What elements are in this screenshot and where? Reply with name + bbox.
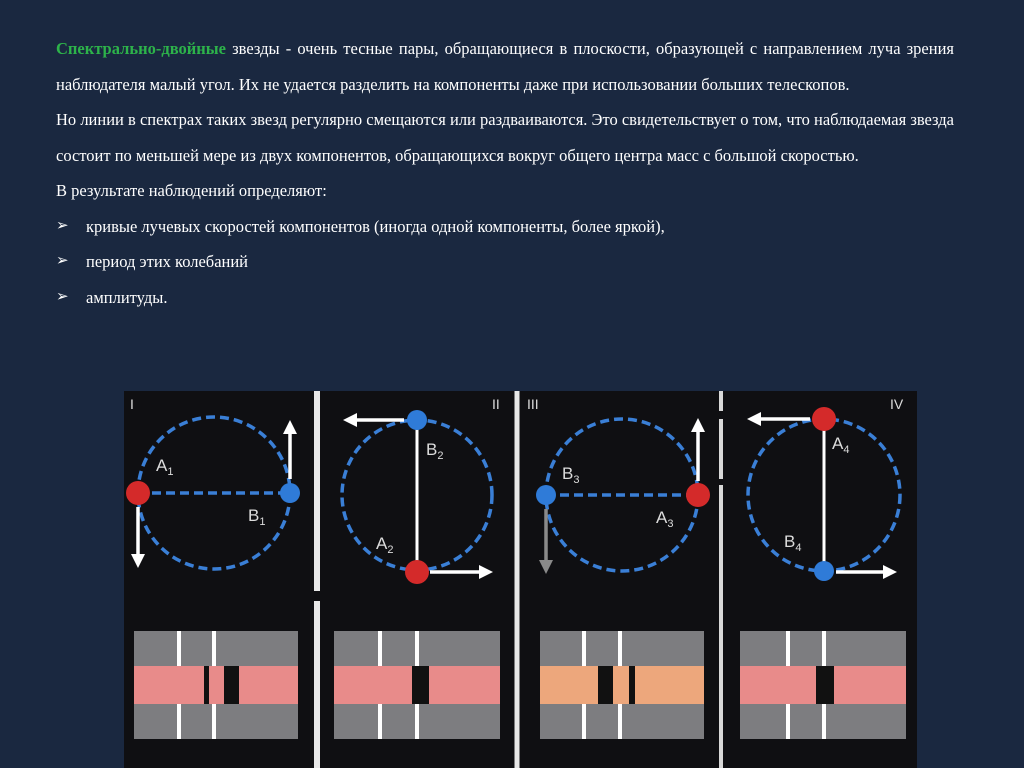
term-highlight: Спектрально-двойные bbox=[56, 39, 226, 58]
panel-1 bbox=[126, 396, 300, 569]
label-b: $B_1$ bbox=[248, 506, 266, 528]
arrow-bullet-icon: ➢ bbox=[56, 253, 69, 269]
list-item-text: кривые лучевых скоростей компонентов (иногда одной компоненты, более яркой), bbox=[86, 216, 665, 236]
binary-star-figure bbox=[124, 391, 917, 768]
star-a bbox=[405, 560, 429, 584]
absorption-line bbox=[224, 666, 239, 704]
label-a: $A_3$ bbox=[656, 508, 674, 530]
absorption-line bbox=[204, 666, 209, 704]
list-item bbox=[56, 244, 954, 280]
panel-numeral: III bbox=[527, 396, 539, 412]
paragraph-results-intro: В результате наблюдений определяют: bbox=[56, 181, 327, 200]
spectrum-3 bbox=[540, 631, 704, 739]
panel-2 bbox=[342, 396, 500, 584]
spectrum-1 bbox=[134, 631, 298, 739]
list-item-text: период этих колебаний bbox=[86, 252, 249, 271]
spectrum-2 bbox=[334, 631, 500, 739]
spectrum-band bbox=[540, 666, 704, 704]
star-b bbox=[814, 561, 834, 581]
star-b bbox=[407, 410, 427, 430]
arrow-bullet-icon: ➢ bbox=[56, 217, 69, 234]
panel-numeral: II bbox=[492, 396, 500, 412]
absorption-line bbox=[412, 666, 429, 704]
star-b bbox=[280, 483, 300, 503]
star-a bbox=[126, 481, 150, 505]
label-a: $A_1$ bbox=[156, 456, 174, 478]
paragraph-definition bbox=[56, 31, 954, 102]
star-b bbox=[536, 485, 556, 505]
list-item bbox=[56, 209, 954, 245]
label-a: $A_2$ bbox=[376, 534, 394, 556]
spectrum-4 bbox=[740, 631, 906, 739]
panel-4 bbox=[748, 396, 904, 581]
absorption-line bbox=[816, 666, 834, 704]
list-item bbox=[56, 280, 954, 316]
label-b: $B_4$ bbox=[784, 532, 802, 554]
panel-numeral: IV bbox=[890, 396, 904, 412]
results-list bbox=[56, 209, 954, 316]
label-a: $A_4$ bbox=[832, 434, 850, 456]
slide-text bbox=[56, 31, 954, 315]
absorption-line bbox=[598, 666, 613, 704]
paragraph-spectra: Но линии в спектрах таких звезд регулярно смещаются или раздваиваются. Это свидетельствует о том, что наблюдаемая звезда состоит по меньшей мере из двух компонентов, обращающихся вокруг общего центра масс с большой скоростью. bbox=[56, 110, 954, 165]
arrow-bullet-icon: ➢ bbox=[56, 288, 69, 305]
absorption-line bbox=[629, 666, 635, 704]
list-item-text: амплитуды. bbox=[86, 287, 168, 307]
spectrum-band bbox=[134, 666, 298, 704]
star-a bbox=[686, 483, 710, 507]
label-b: $B_3$ bbox=[562, 464, 580, 486]
panel-3 bbox=[527, 396, 710, 571]
panel-numeral: I bbox=[130, 396, 134, 412]
definition-text: звезды - очень тесные пары, обращающиеся в плоскости, образующей с направлением луча зрения наблюдателя малый угол. Их не удается разделить на компоненты даже при использовании больших телескопов. bbox=[56, 39, 954, 94]
label-b: $B_2$ bbox=[426, 440, 444, 462]
star-a bbox=[812, 407, 836, 431]
